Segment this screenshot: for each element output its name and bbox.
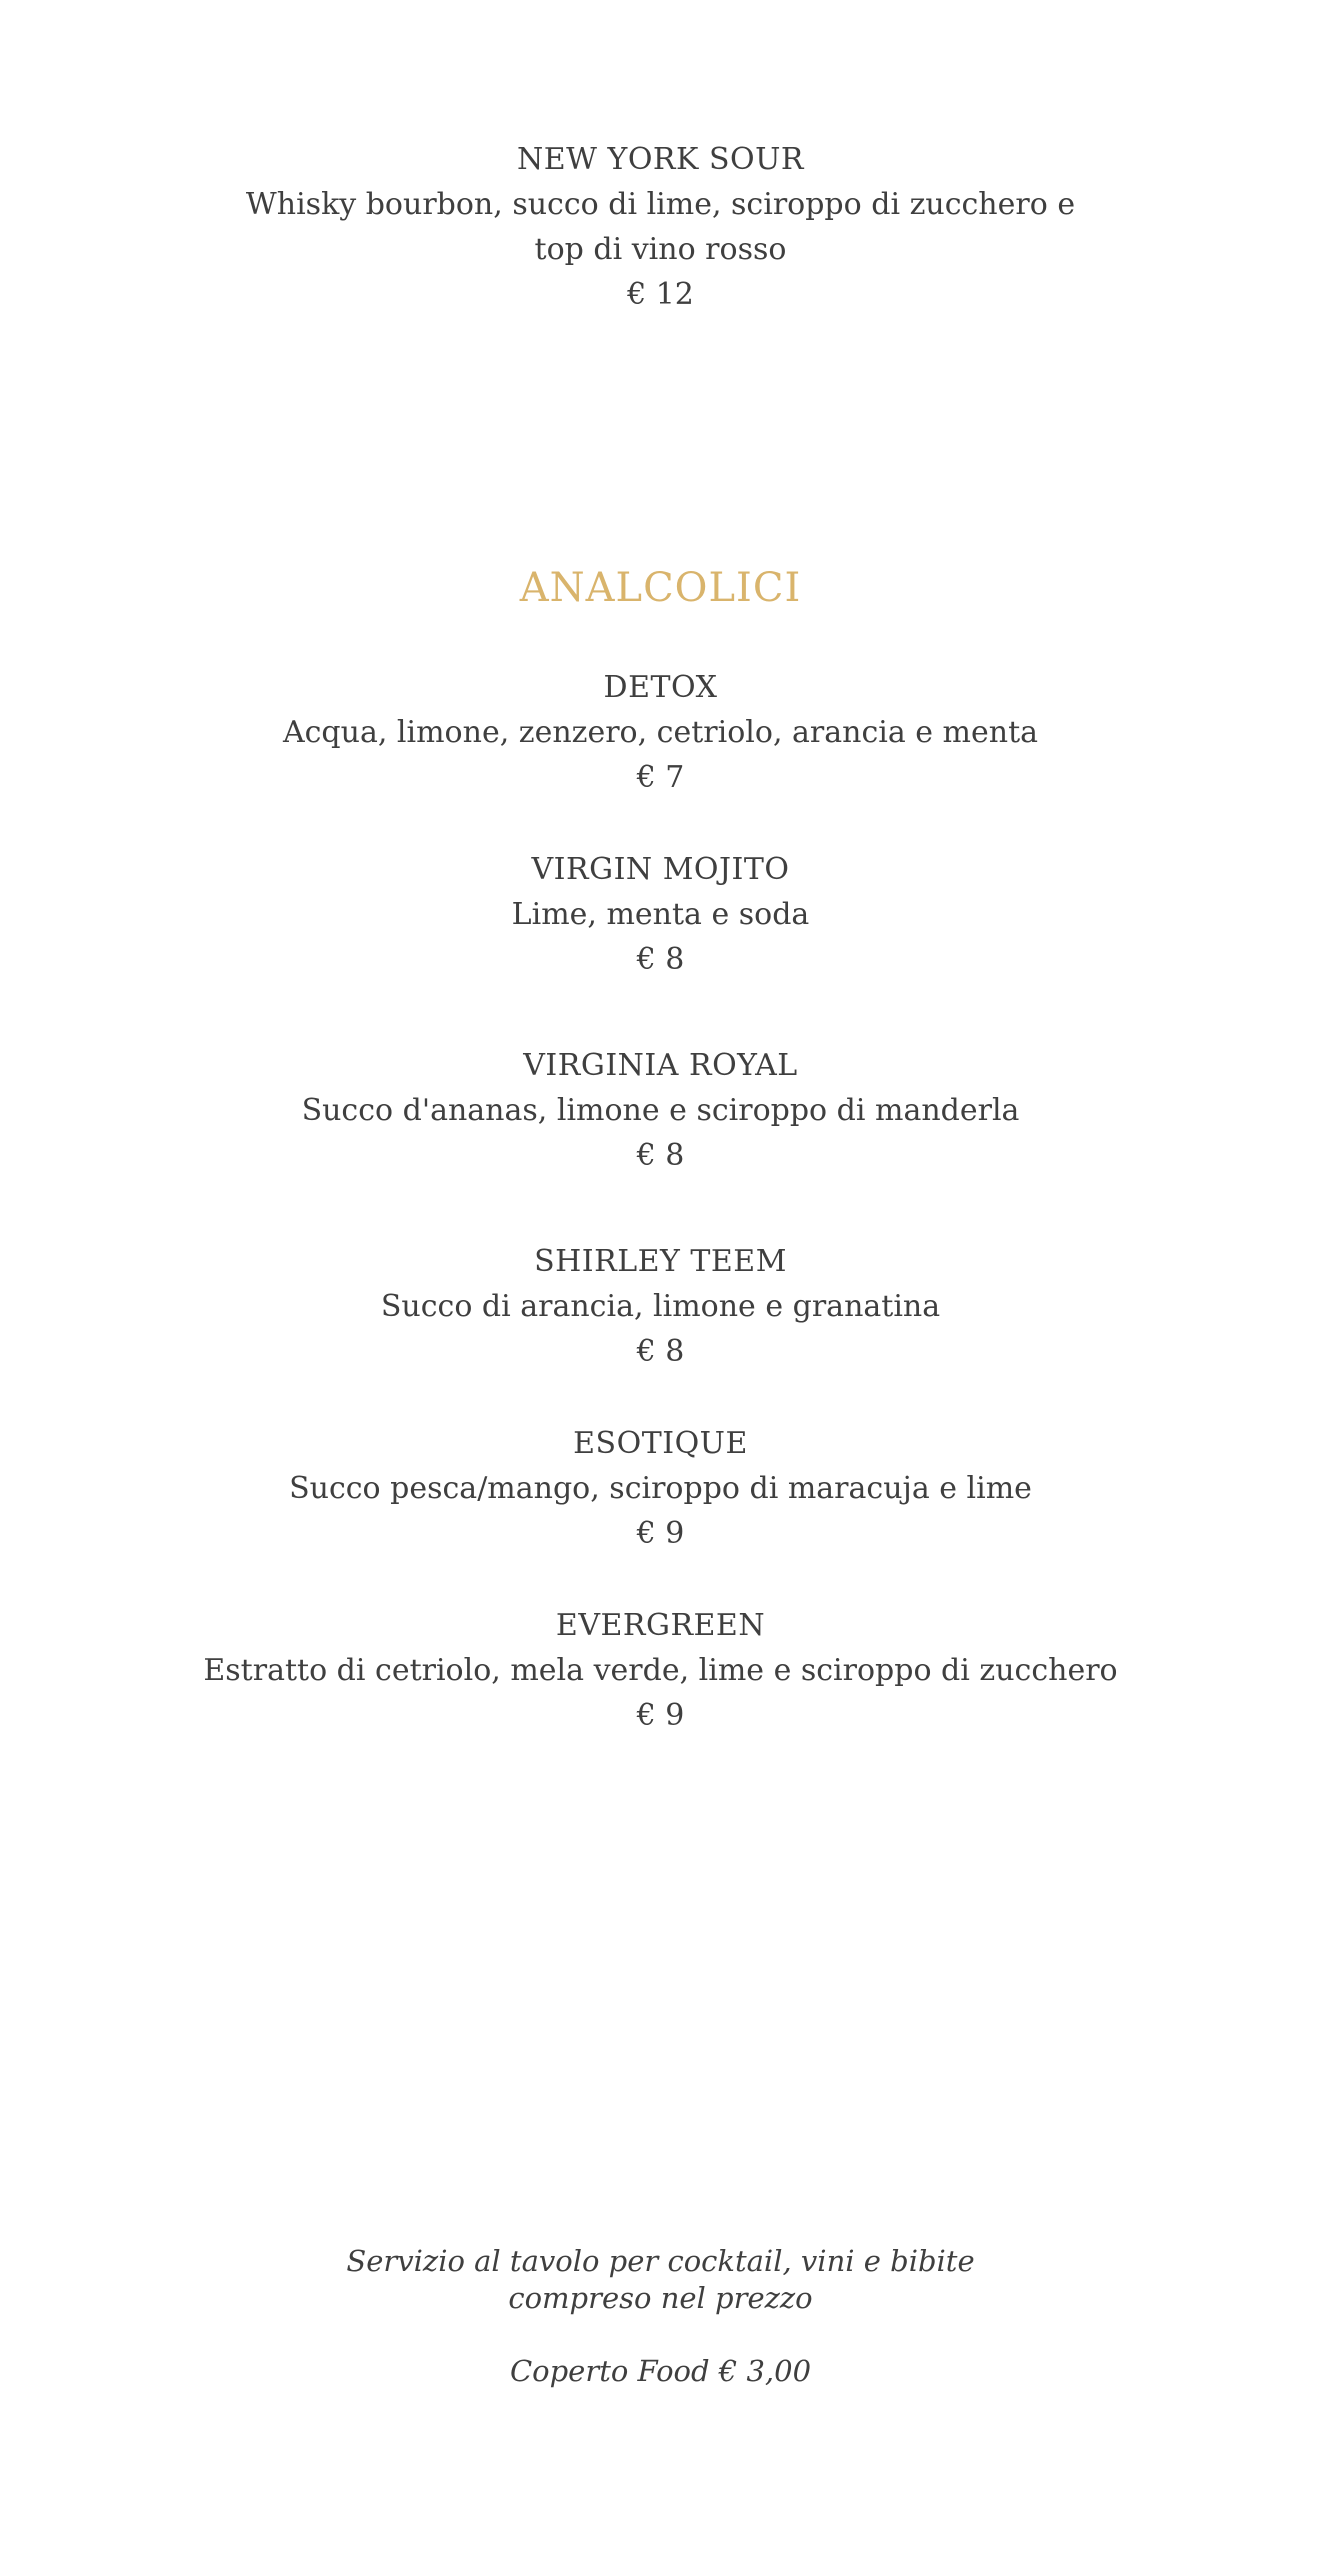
menu-footer xyxy=(0,2243,1321,2390)
menu-item-name: DETOX xyxy=(603,670,718,705)
menu-item-price: € 8 xyxy=(636,942,685,977)
menu-item-description: Succo di arancia, limone e granatina xyxy=(380,1289,941,1324)
service-note: Servizio al tavolo per cocktail, vini e bibite compreso nel prezzo xyxy=(346,2244,975,2315)
menu-item-price: € 9 xyxy=(636,1516,685,1551)
menu-item-name: NEW YORK SOUR xyxy=(517,142,804,177)
menu-item-name: ESOTIQUE xyxy=(573,1426,748,1461)
menu-item-price: € 12 xyxy=(627,277,694,312)
menu-item-price: € 7 xyxy=(636,760,685,795)
menu-item-description: Lime, menta e soda xyxy=(511,897,810,932)
menu-item-description: Whisky bourbon, succo di lime, sciroppo di zucchero e top di vino rosso xyxy=(245,187,1076,267)
section-title-analcolici: ANALCOLICI xyxy=(519,565,802,611)
menu-item-virginia-royal xyxy=(0,1043,1321,1178)
menu-item-price: € 8 xyxy=(636,1334,685,1369)
menu-item-price: € 8 xyxy=(636,1138,685,1173)
cover-charge: Coperto Food € 3,00 xyxy=(509,2354,812,2388)
menu-item-name: VIRGIN MOJITO xyxy=(531,852,790,887)
menu-item-description: Succo pesca/mango, sciroppo di maracuja e lime xyxy=(289,1471,1032,1506)
menu-item-description: Estratto di cetriolo, mela verde, lime e sciroppo di zucchero xyxy=(203,1653,1118,1688)
menu-item-name: SHIRLEY TEEM xyxy=(534,1244,787,1279)
menu-item-detox xyxy=(0,665,1321,800)
menu-item-description: Succo d'ananas, limone e sciroppo di manderla xyxy=(301,1093,1020,1128)
menu-item-new-york-sour xyxy=(0,137,1321,317)
menu-item-name: VIRGINIA ROYAL xyxy=(523,1048,798,1083)
menu-item-esotique xyxy=(0,1421,1321,1556)
menu-item-virgin-mojito xyxy=(0,847,1321,982)
menu-item-description: Acqua, limone, zenzero, cetriolo, arancia e menta xyxy=(282,715,1039,750)
menu-item-price: € 9 xyxy=(636,1698,685,1733)
menu-item-name: EVERGREEN xyxy=(555,1608,766,1643)
menu-item-shirley-teem xyxy=(0,1239,1321,1374)
menu-item-evergreen xyxy=(0,1603,1321,1738)
